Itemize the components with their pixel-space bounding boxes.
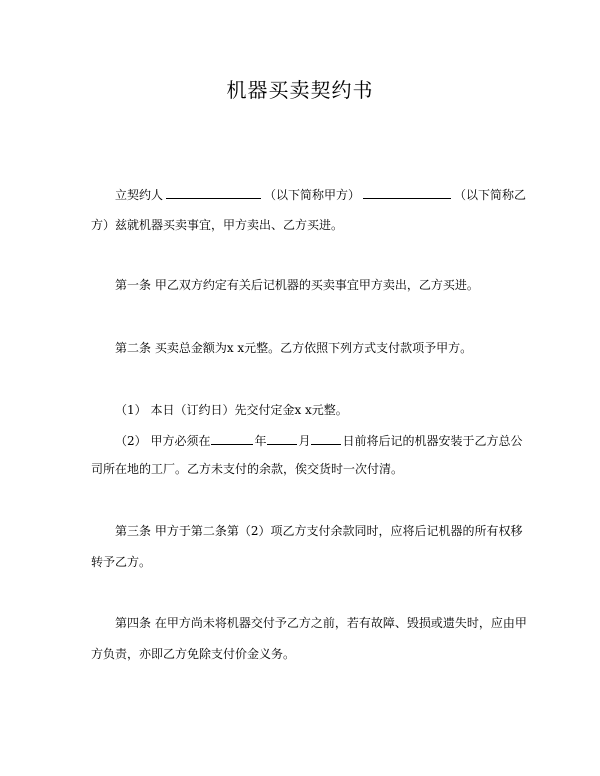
year-blank [211,432,253,445]
party-b-blank [363,186,451,199]
party-a-blank [166,186,261,199]
article-2-item-1: （1） 本日（订约日）先交付定金x x元整。 [115,403,348,417]
intro-line-1 [115,186,526,203]
year-label: 年 [254,434,267,448]
article-2-item-2-line-1 [115,432,523,449]
article-2: 第二条 买卖总金额为x x元整。乙方依照下列方式支付款项予甲方。 [115,341,473,355]
item-2-suffix: 日前将后记的机器安装于乙方总公 [342,434,523,448]
intro-party-b-note: （以下简称乙 [454,188,527,202]
month-label: 月 [298,434,311,448]
article-2-item-2-line-2: 司所在地的工厂。乙方未支付的余款，俟交货时一次付清。 [91,462,404,476]
article-3-line-2: 转予乙方。 [91,555,152,569]
article-3-line-1: 第三条 甲方于第二条第（2）项乙方支付余款同时，应将后记机器的所有权移 [115,524,523,538]
article-4-line-1: 第四条 在甲方尚未将机器交付予乙方之前，若有故障、毁损或遗失时，应由甲 [115,616,527,630]
intro-party-a-note: （以下简称甲方） [264,188,361,202]
day-blank [311,432,341,445]
intro-line-2: 方）兹就机器买卖事宜，甲方卖出、乙方买进。 [91,218,344,232]
article-4-line-2: 方负责，亦即乙方免除支付价金义务。 [91,647,296,661]
month-blank [267,432,297,445]
article-1: 第一条 甲乙双方约定有关后记机器的买卖事宜甲方卖出，乙方买进。 [115,278,479,292]
document-title: 机器买卖契约书 [226,78,374,102]
item-2-prefix: （2） 甲方必须在 [115,434,211,448]
intro-party-label: 立契约人 [115,188,164,202]
